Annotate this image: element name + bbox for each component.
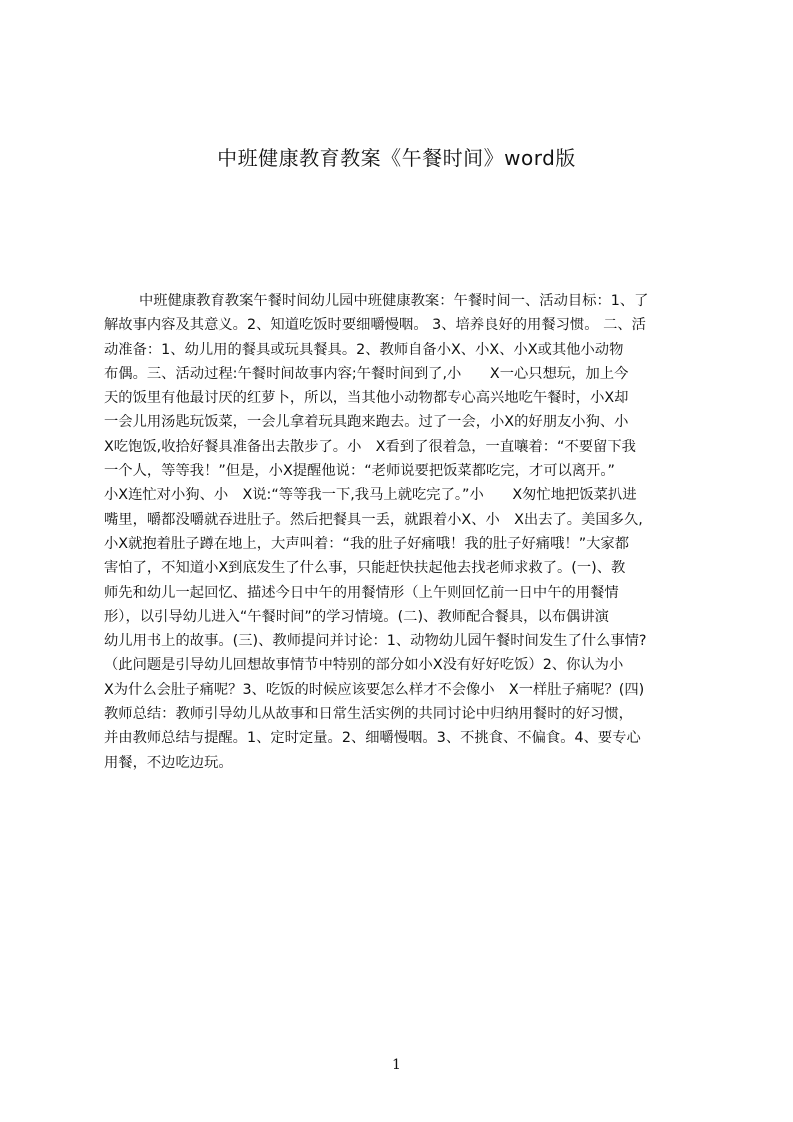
body-line: 幼儿用书上的故事。(三)、教师提问并讨论：1、动物幼儿园午餐时间发生了什么事情? — [104, 633, 647, 650]
document-title: 中班健康教育教案《午餐时间》word版 — [217, 146, 576, 170]
body-line: 天的饭里有他最讨厌的红萝卜，所以，当其他小动物都专心高兴地吃午餐时，小X却 — [104, 390, 629, 407]
page-number: 1 — [392, 1057, 401, 1073]
body-line: 解故事内容及其意义。2、知道吃饭时要细嚼慢咽。 3、培养良好的用餐习惯。 二、活 — [104, 317, 646, 334]
body-line: 小X连忙对小狗、小 X说:“等等我一下,我马上就吃完了。”小 X匆忙地把饭菜扒进 — [104, 487, 637, 504]
body-line: 动准备：1、幼儿用的餐具或玩具餐具。2、教师自备小X、小X、小X或其他小动物 — [104, 341, 624, 358]
body-line: 一个人，等等我！”但是，小X提醒他说：“老师说要把饭菜都吃完，才可以离开。” — [104, 463, 615, 480]
body-line: X吃饱饭,收拾好餐具准备出去散步了。小 X看到了很着急，一直嚷着：“不要留下我 — [104, 438, 636, 455]
body-line: 小X就抱着肚子蹲在地上，大声叫着：“我的肚子好痛哦！我的肚子好痛哦！”大家都 — [104, 535, 629, 552]
body-line: X为什么会肚子痛呢？3、吃饭的时候应该要怎么样才不会像小 X一样肚子痛呢？(四) — [104, 681, 645, 698]
body-line: 用餐，不边吃边玩。 — [104, 754, 233, 771]
body-line: 师先和幼儿一起回忆、描述今日中午的用餐情形（上午则回忆前一日中午的用餐情 — [104, 584, 619, 601]
body-line: 并由教师总结与提醒。1、定时定量。2、细嚼慢咽。3、不挑食、不偏食。4、要专心 — [104, 730, 641, 747]
body-line: 害怕了，不知道小X到底发生了什么事，只能赶快扶起他去找老师求救了。(一)、教 — [104, 560, 626, 577]
body-line: 布偶。三、活动过程:午餐时间故事内容;午餐时间到了,小 X一心只想玩，加上今 — [104, 365, 629, 382]
body-line: （此问题是引导幼儿回想故事情节中特别的部分如小X没有好好吃饭）2、你认为小 — [104, 657, 624, 674]
body-line: 一会儿用汤匙玩饭菜，一会儿拿着玩具跑来跑去。过了一会，小X的好朋友小狗、小 — [104, 414, 629, 431]
document-body — [104, 289, 700, 775]
body-line: 嘴里，嚼都没嚼就吞进肚子。然后把餐具一丢，就跟着小X、小 X出去了。美国多久, — [104, 511, 643, 528]
body-line: 中班健康教育教案午餐时间幼儿园中班健康教案：午餐时间一、活动目标：1、了 — [139, 293, 649, 309]
body-line: 教师总结：教师引导幼儿从故事和日常生活实例的共同讨论中归纳用餐时的好习惯， — [104, 706, 633, 723]
body-line: 形），以引导幼儿进入“午餐时间”的学习情境。(二)、教师配合餐具，以布偶讲演 — [104, 608, 609, 625]
